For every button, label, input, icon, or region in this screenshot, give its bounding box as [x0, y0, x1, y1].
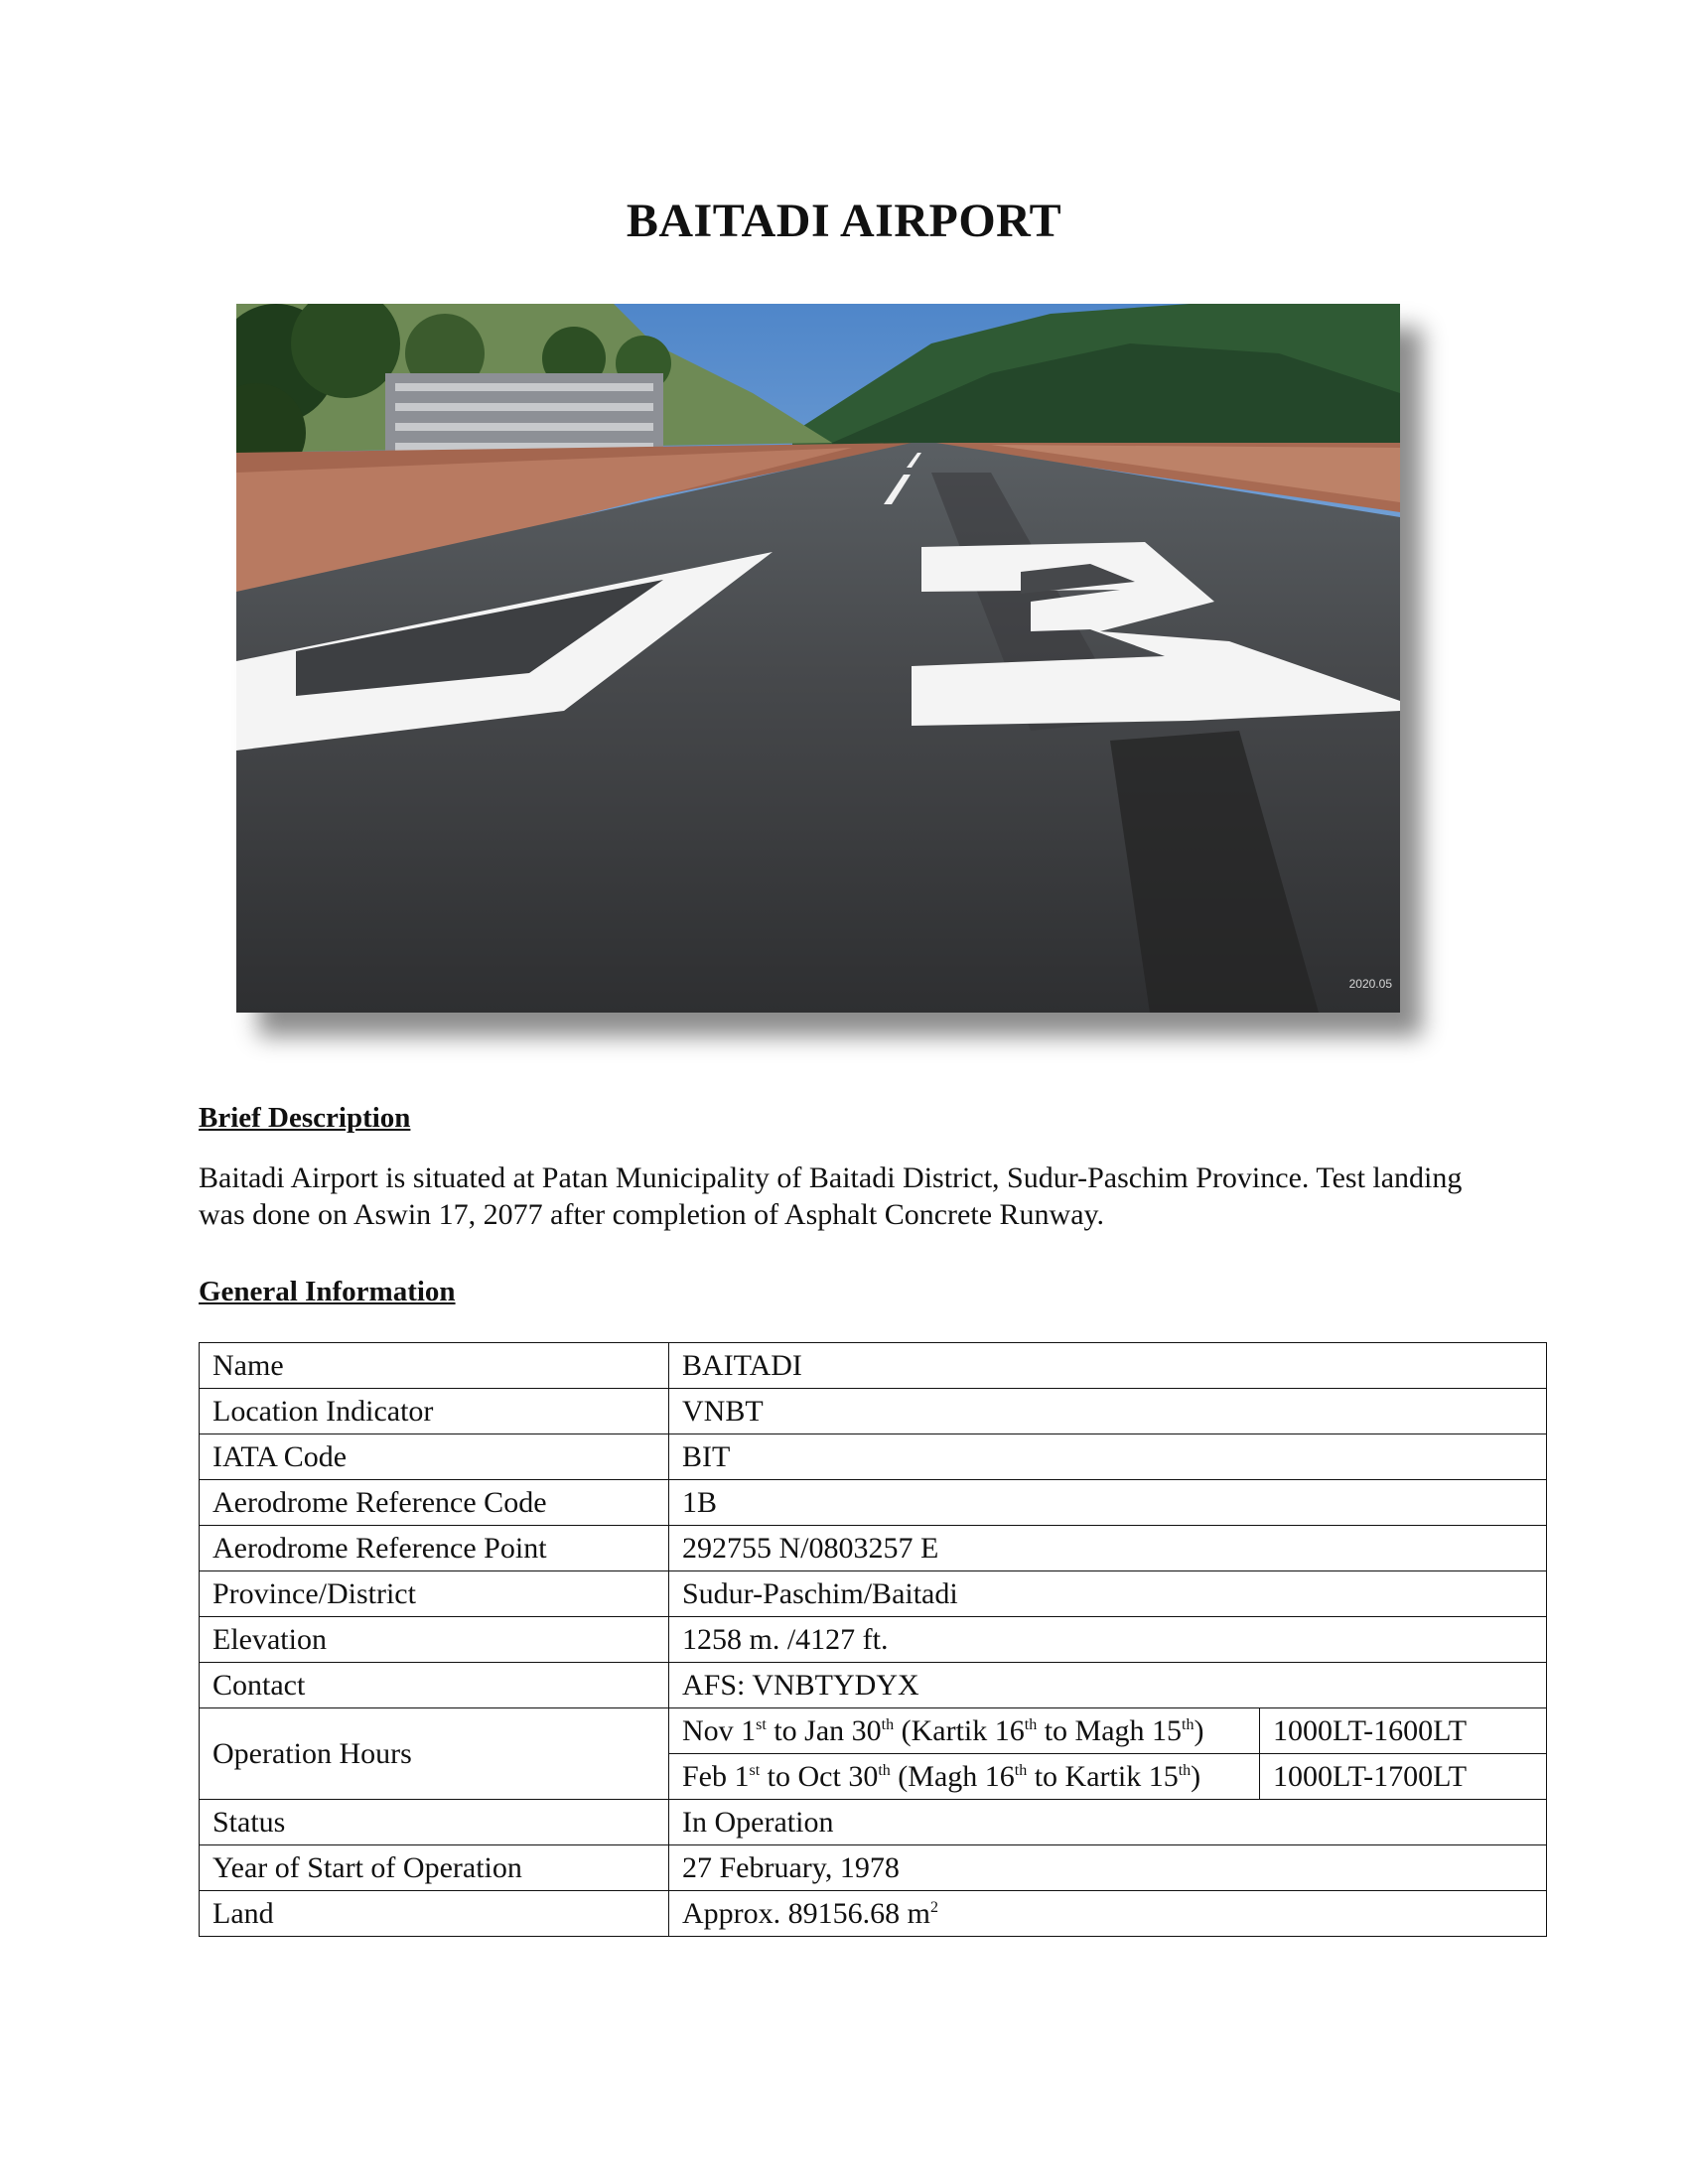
row-value: VNBT: [669, 1389, 1547, 1434]
photo-timestamp: 2020.05: [1348, 977, 1392, 991]
operation-period-1: Nov 1st to Jan 30th (Kartik 16th to Magh 15th): [669, 1708, 1260, 1754]
table-row: [200, 1845, 1547, 1891]
row-label: Name: [200, 1343, 669, 1389]
row-label: Land: [200, 1891, 669, 1937]
page-title: BAITADI AIRPORT: [626, 195, 1062, 247]
table-row: [200, 1389, 1547, 1434]
table-row: [200, 1708, 1547, 1754]
row-value: In Operation: [669, 1800, 1547, 1845]
runway-photo: [236, 304, 1400, 1013]
table-row: [200, 1526, 1547, 1571]
row-label: IATA Code: [200, 1434, 669, 1480]
row-label: Aerodrome Reference Point: [200, 1526, 669, 1571]
table-row: [200, 1343, 1547, 1389]
row-label: Aerodrome Reference Code: [200, 1480, 669, 1526]
land-area-value: Approx. 89156.68 $m^2$: [669, 1891, 1547, 1937]
table-row: [200, 1663, 1547, 1708]
row-label: Location Indicator: [200, 1389, 669, 1434]
table-row: [200, 1891, 1547, 1937]
operation-hours-1: 1000LT-1600LT: [1260, 1708, 1547, 1754]
operation-hours-label: Operation Hours: [200, 1708, 669, 1800]
row-label: Year of Start of Operation: [200, 1845, 669, 1891]
table-row: [200, 1480, 1547, 1526]
table-row: [200, 1571, 1547, 1617]
operation-period-2: Feb 1st to Oct 30th (Magh 16th to Kartik 15th): [669, 1754, 1260, 1800]
row-value: 1258 m. /4127 ft.: [669, 1617, 1547, 1663]
row-label: Status: [200, 1800, 669, 1845]
row-value: BAITADI: [669, 1343, 1547, 1389]
operation-hours-2: 1000LT-1700LT: [1260, 1754, 1547, 1800]
row-label: Elevation: [200, 1617, 669, 1663]
general-information-table: [199, 1342, 1547, 1937]
table-row: [200, 1800, 1547, 1845]
row-value: AFS: VNBTYDYX: [669, 1663, 1547, 1708]
row-label: Contact: [200, 1663, 669, 1708]
row-value: BIT: [669, 1434, 1547, 1480]
general-information-heading: General Information: [199, 1276, 456, 1307]
brief-description-text: Baitadi Airport is situated at Patan Municipality of Baitadi District, Sudur-Paschim Province. Test landing was done on Aswin 17, 2077 after completion of Asphalt Concrete Runway.: [199, 1161, 1463, 1231]
runway-photo-illustration: [236, 304, 1400, 1013]
row-value: Sudur-Paschim/Baitadi: [669, 1571, 1547, 1617]
row-label: Province/District: [200, 1571, 669, 1617]
row-value: 292755 N/0803257 E: [669, 1526, 1547, 1571]
row-value: 27 February, 1978: [669, 1845, 1547, 1891]
row-value: 1B: [669, 1480, 1547, 1526]
table-row: [200, 1434, 1547, 1480]
brief-description-heading: Brief Description: [199, 1102, 411, 1134]
table-row: [200, 1617, 1547, 1663]
